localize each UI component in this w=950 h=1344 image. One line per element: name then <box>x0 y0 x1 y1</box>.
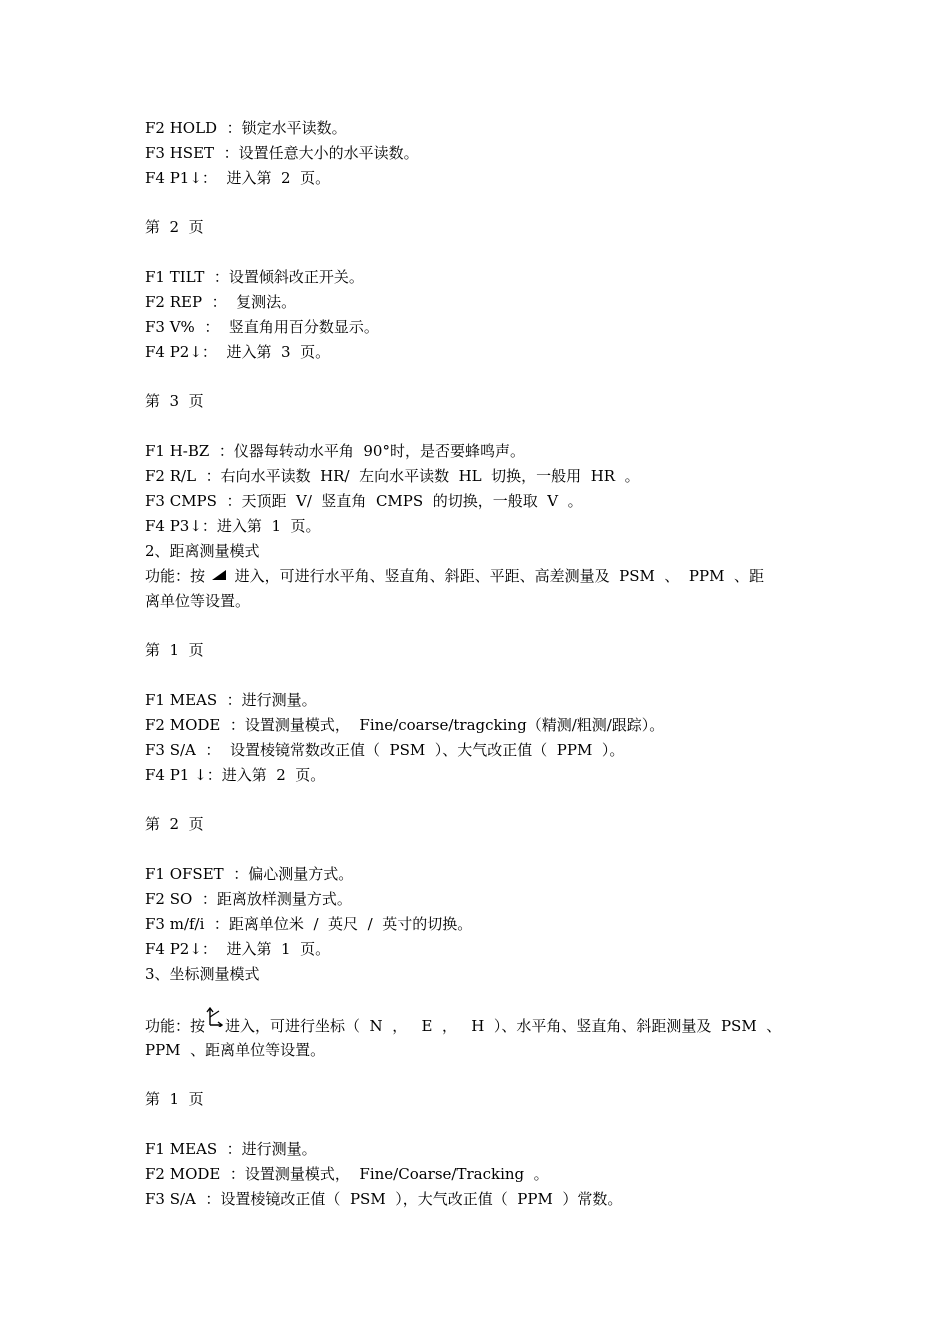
line-f3-hset: F3 HSET ：设置任意大小的水平读数。 <box>145 144 419 162</box>
coordinate-key-icon <box>205 1005 225 1032</box>
line-f1-ofset: F1 OFSET ：偏心测量方式。 <box>145 865 354 883</box>
function-label: 功能：按 <box>145 567 206 585</box>
section-heading-distance: 2、距离测量模式 <box>145 542 260 560</box>
line-f2-rl: F2 R/L ：右向水平读数 HR/ 左向水平读数 HL 切换，一般用 HR 。 <box>145 467 640 485</box>
line-f3-mfi: F3 m/f/i ：距离单位米 / 英尺 / 英寸的切换。 <box>145 915 473 933</box>
line-f3-vpercent: F3 V% ： 竖直角用百分数显示。 <box>145 318 379 336</box>
distance-function-cont: 离单位等设置。 <box>145 592 251 610</box>
distance-key-triangle-icon <box>210 567 230 587</box>
line-f2-hold: F2 HOLD ：锁定水平读数。 <box>145 119 347 137</box>
coordinate-function-cont: PPM 、距离单位等设置。 <box>145 1041 326 1059</box>
line-f1-meas-b: F1 MEAS ：进行测量。 <box>145 1140 317 1158</box>
line-f4-p1: F4 P1↓： 进入第 2 页。 <box>145 169 331 187</box>
function-label: 功能：按 <box>145 1017 206 1035</box>
line-f2-rep: F2 REP ： 复测法。 <box>145 293 297 311</box>
coordinate-function-line <box>145 1005 781 1036</box>
section-heading-coordinate: 3、坐标测量模式 <box>145 965 260 983</box>
line-f1-tilt: F1 TILT ：设置倾斜改正开关。 <box>145 268 364 286</box>
page-heading-3: 第 3 页 <box>145 392 204 410</box>
line-f1-meas: F1 MEAS ：进行测量。 <box>145 691 317 709</box>
line-f2-mode-b: F2 MODE ：设置测量模式， Fine/Coarse/Tracking 。 <box>145 1165 549 1183</box>
line-f3-sa: F3 S/A ： 设置棱镜常数改正值（ PSM ）、大气改正值（ PPM ）。 <box>145 741 625 759</box>
line-f4-p2-b: F4 P2↓： 进入第 1 页。 <box>145 940 331 958</box>
page-heading-2: 第 2 页 <box>145 218 204 236</box>
line-f2-mode: F2 MODE ：设置测量模式， Fine/coarse/tragcking（精测/粗测/跟踪）。 <box>145 716 665 734</box>
coordinate-function-text: 进入，可进行坐标（ N ， E ， H ）、水平角、竖直角、斜距测量及 PSM 、 <box>225 1017 782 1035</box>
line-f4-p3: F4 P3↓：进入第 1 页。 <box>145 517 321 535</box>
line-f1-hbz: F1 H-BZ ：仪器每转动水平角 90°时，是否要蜂鸣声。 <box>145 442 525 460</box>
line-f3-sa-b: F3 S/A ：设置棱镜改正值（ PSM ），大气改正值（ PPM ）常数。 <box>145 1190 623 1208</box>
line-f4-p2: F4 P2↓： 进入第 3 页。 <box>145 343 331 361</box>
line-f3-cmps: F3 CMPS ：天顶距 V/ 竖直角 CMPS 的切换，一般取 V 。 <box>145 492 583 510</box>
page-heading-1-b: 第 1 页 <box>145 1090 204 1108</box>
line-f4-p1-b: F4 P1 ↓：进入第 2 页。 <box>145 766 326 784</box>
page-heading-2-b: 第 2 页 <box>145 815 204 833</box>
page-heading-1: 第 1 页 <box>145 641 204 659</box>
distance-function-line <box>145 566 764 587</box>
distance-function-text: 进入，可进行水平角、竖直角、斜距、平距、高差测量及 PSM 、 PPM 、距 <box>234 567 764 585</box>
line-f2-so: F2 SO ：距离放样测量方式。 <box>145 890 352 908</box>
